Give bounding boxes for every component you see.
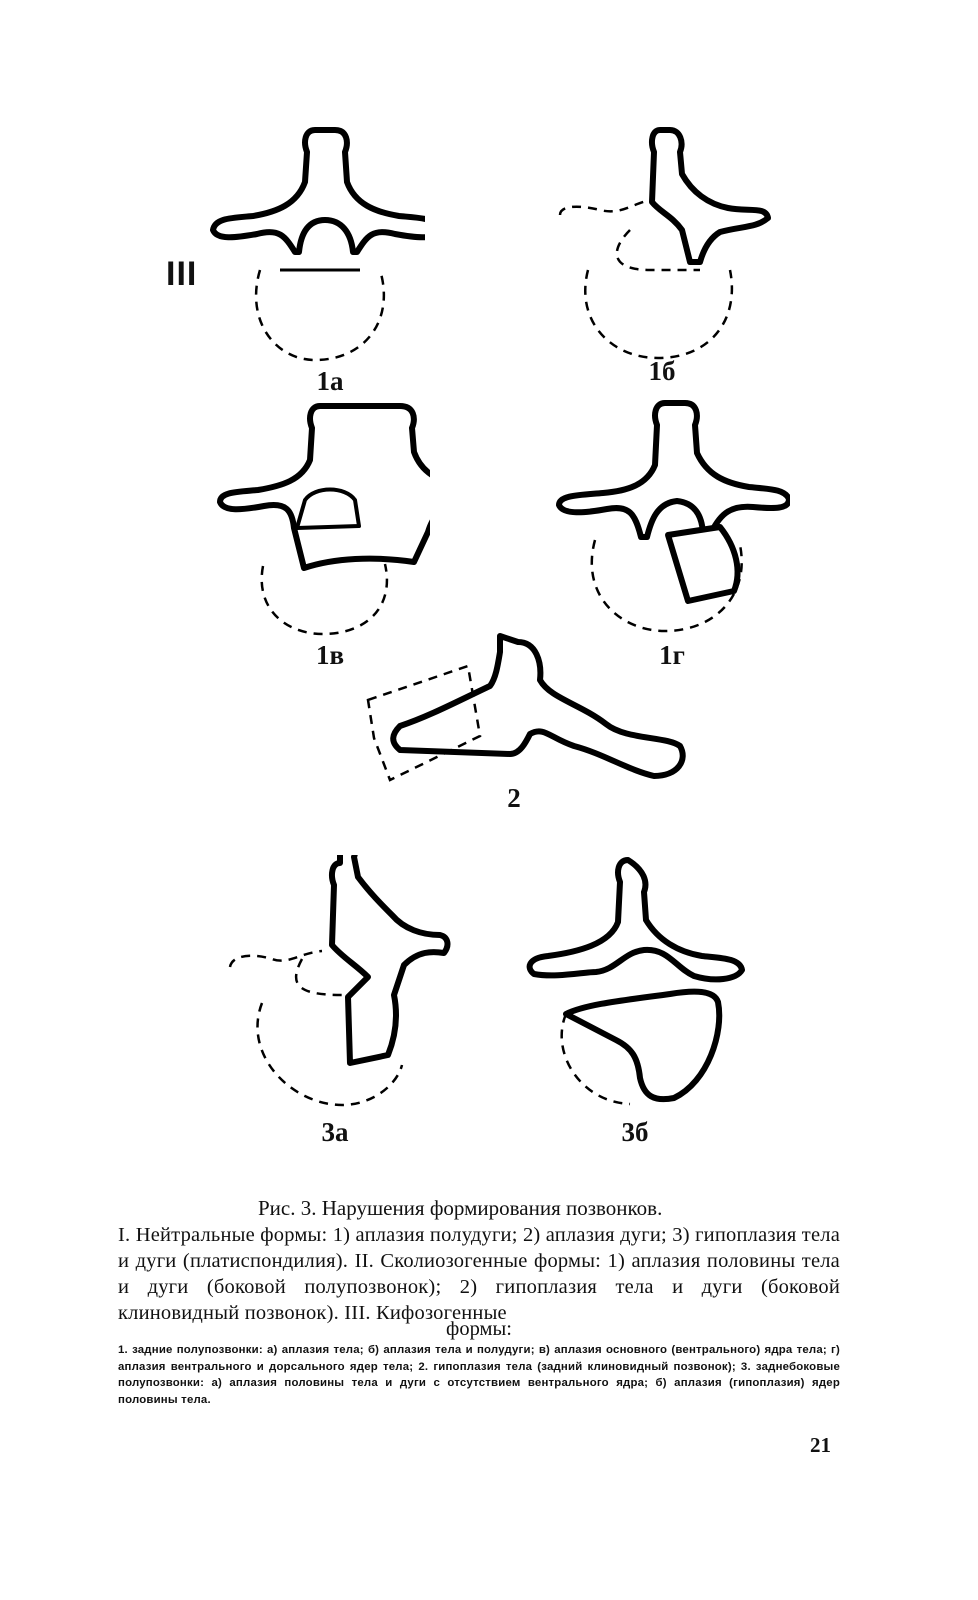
figure-1a-vertebra-drawing: [205, 120, 425, 370]
section-marker-roman-three: III: [166, 255, 198, 293]
figure-caption-body: I. Нейтральные формы: 1) аплазия полудуги; 2) аплазия дуги; 3) гипоплазия тела и дуги (платиспондилия). II. Сколиозогенные формы: 1) аплазия половины тела и дуги (боковой полупозвонок); 2) гипоплазия тела и дуги (боковой клиновидный позвонок). III. Кифозогенные: [118, 1224, 840, 1324]
figure-label-1b: 1б: [648, 356, 676, 386]
figure-3a-vertebra-drawing: [222, 855, 462, 1115]
figure-3b-vertebra-drawing: [520, 852, 765, 1117]
figure-label-3a: 3а: [321, 1117, 349, 1147]
figure-1v-vertebra-drawing: [215, 398, 430, 638]
figure-caption-title: Рис. 3. Нарушения формирования позвонков.: [258, 1196, 663, 1220]
figure-1b-vertebra-drawing: [540, 120, 790, 370]
figure-caption-body-end: формы:: [446, 1318, 512, 1340]
figure-label-3b: 3б: [621, 1117, 649, 1147]
page-number: 21: [810, 1433, 831, 1457]
figure-2-lateral-vertebra-drawing: [360, 628, 690, 788]
figure-1g-vertebra-drawing: [550, 395, 790, 640]
figure-label-2: 2: [507, 783, 521, 813]
figure-caption-details: 1. задние полупозвонки: а) аплазия тела; б) аплазия тела и полудуги; в) аплазия основного (вентрального) ядра тела; г) аплазия вентрального и дорсального ядер тела; 2. гипоплазия тела (задний клиновидный позвонок); 3. заднебоковые полупозвонки: а) аплазия половины тела и дуги с отсутствием вентрального ядра; б) аплазия (гипоплазия) ядер половины тела.: [118, 1344, 840, 1406]
figure-label-1g: 1г: [659, 640, 685, 670]
figure-label-1a: 1а: [316, 366, 344, 396]
figure-label-1v: 1в: [315, 640, 345, 670]
